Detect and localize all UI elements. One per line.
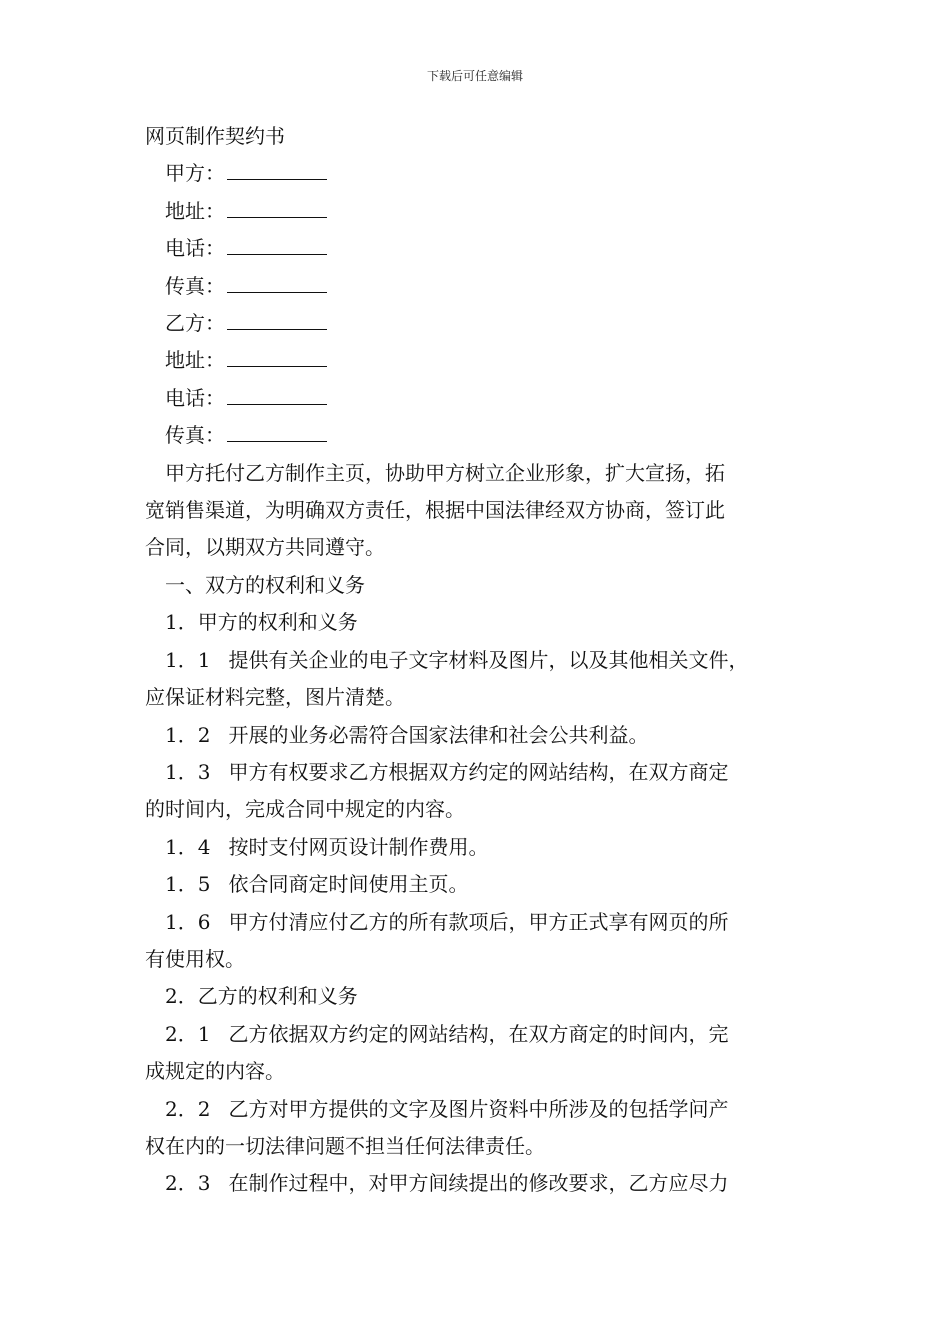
clause-text: 甲方付清应付乙方的所有款项后，甲方正式享有网页的所 [228, 909, 729, 934]
clause-1-6 [145, 904, 825, 941]
party-a-fax-field [145, 268, 825, 305]
party-a-name-blank[interactable] [227, 159, 327, 180]
party-b-name-field [145, 305, 825, 342]
clause-1-3 [145, 754, 825, 791]
intro-line-2: 宽销售渠道，为明确双方责任，根据中国法律经双方协商，签订此 [145, 498, 725, 523]
party-b-phone-label: 电话： [165, 385, 225, 410]
clause-number: 2．3 [165, 1171, 211, 1196]
clause-1-1 [145, 642, 825, 679]
party-a-name-field [145, 155, 825, 192]
party-a-phone-field [145, 230, 825, 267]
party-a-phone-blank[interactable] [227, 234, 327, 255]
party-b-address-field [145, 342, 825, 379]
clause-number: 1．2 [165, 722, 211, 747]
party-a-address-label: 地址： [165, 198, 225, 223]
clause-1-2 [145, 717, 825, 754]
clause-number: 2．2 [165, 1096, 211, 1121]
clause-1-6-cont: 有使用权。 [145, 946, 245, 971]
clause-1-5 [145, 866, 825, 903]
party-b-fax-blank[interactable] [227, 421, 327, 442]
section-1-title: 一、双方的权利和义务 [165, 572, 365, 597]
party-b-name-blank[interactable] [227, 309, 327, 330]
document-title: 网页制作契约书 [145, 124, 285, 148]
clause-text: 在制作过程中，对甲方间续提出的修改要求，乙方应尽力 [228, 1171, 729, 1196]
clause-1-3-cont: 的时间内，完成合同中规定的内容。 [145, 797, 465, 822]
party-b-phone-field [145, 380, 825, 417]
clause-2-2 [145, 1091, 825, 1128]
intro-line-3: 合同，以期双方共同遵守。 [145, 535, 385, 560]
party-a-address-field [145, 193, 825, 230]
intro-line-1: 甲方托付乙方制作主页，协助甲方树立企业形象，扩大宣扬，拓 [165, 460, 725, 485]
clause-2-3 [145, 1165, 825, 1202]
document-body [145, 118, 825, 1203]
clause-text: 按时支付网页设计制作费用。 [228, 834, 489, 859]
party-a-address-blank[interactable] [227, 197, 327, 218]
clause-number: 1．4 [165, 834, 211, 859]
clause-1-4 [145, 829, 825, 866]
clause-2-2-cont: 权在内的一切法律问题不担当任何法律责任。 [145, 1133, 545, 1158]
header-note: 下载后可任意编辑 [426, 69, 523, 83]
clause-number: 2．1 [165, 1021, 211, 1046]
party-a-fax-label: 传真： [165, 273, 225, 298]
party-b-fax-field [145, 417, 825, 454]
party-a-phone-label: 电话： [165, 236, 225, 261]
party-b-name-label: 乙方： [165, 311, 225, 336]
clause-2-1-cont: 成规定的内容。 [145, 1059, 285, 1084]
clause-number: 1．1 [165, 647, 211, 672]
party-b-phone-blank[interactable] [227, 384, 327, 405]
clause-text: 甲方有权要求乙方根据双方约定的网站结构，在双方商定 [228, 759, 729, 784]
clause-number: 1．3 [165, 759, 211, 784]
clause-number: 1．5 [165, 872, 211, 897]
party-b-address-label: 地址： [165, 348, 225, 373]
clause-1-1-cont: 应保证材料完整，图片清楚。 [145, 685, 405, 710]
clause-text: 提供有关企业的电子文字材料及图片，以及其他相关文件， [228, 647, 749, 672]
subsection-2-title: 2．乙方的权利和义务 [165, 984, 358, 1009]
party-a-fax-blank[interactable] [227, 272, 327, 293]
clause-number: 1．6 [165, 909, 211, 934]
clause-2-1 [145, 1016, 825, 1053]
clause-text: 乙方对甲方提供的文字及图片资料中所涉及的包括学问产 [228, 1096, 729, 1121]
party-b-address-blank[interactable] [227, 346, 327, 367]
party-b-fax-label: 传真： [165, 423, 225, 448]
subsection-1-title: 1．甲方的权利和义务 [165, 610, 358, 635]
clause-text: 依合同商定时间使用主页。 [228, 872, 469, 897]
clause-text: 乙方依据双方约定的网站结构，在双方商定的时间内，完 [228, 1021, 729, 1046]
party-a-name-label: 甲方： [165, 161, 225, 186]
clause-text: 开展的业务必需符合国家法律和社会公共利益。 [228, 722, 649, 747]
